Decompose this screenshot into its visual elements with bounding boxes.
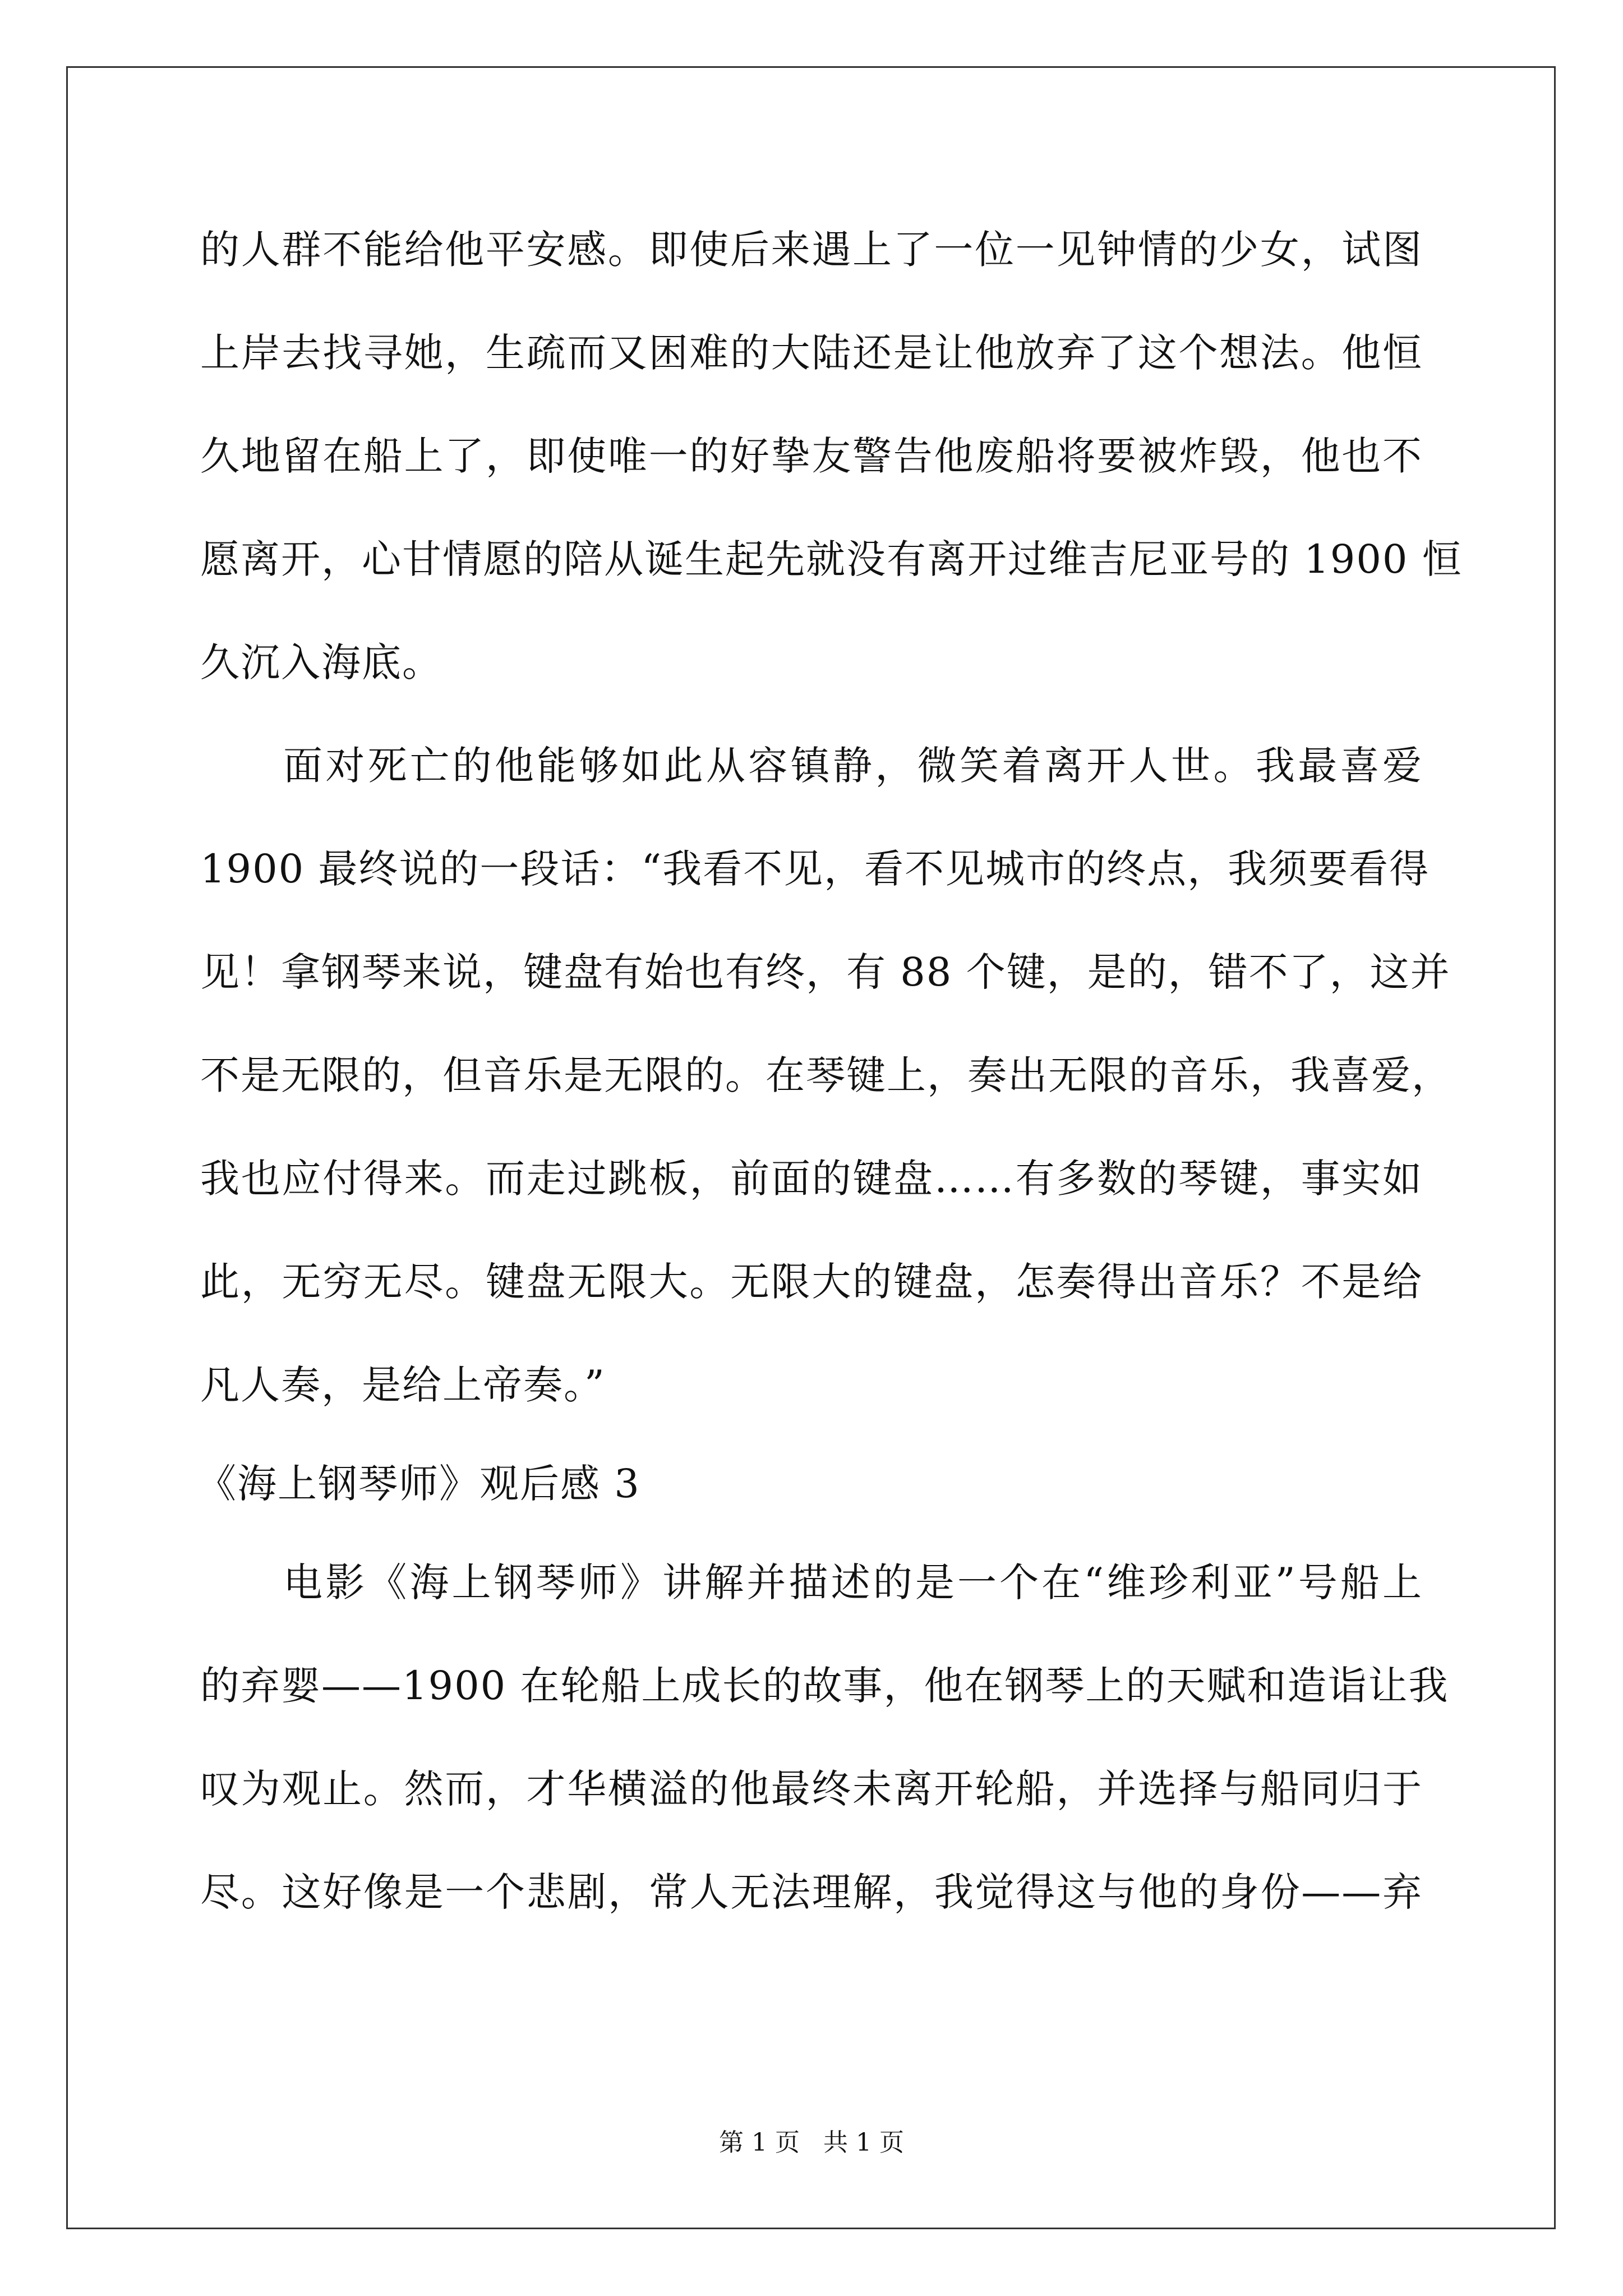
page-footer: 第 1 页 共 1 页 xyxy=(719,2128,904,2157)
paragraph-first-line: 电影《海上钢琴师》讲解并描述的是一个在“维珍利亚”号船上 xyxy=(283,1559,1423,1605)
paragraph-first-line: 面对死亡的他能够如此从容镇静，微笑着离开人世。我最喜爱 xyxy=(283,743,1423,789)
text-line: 此，无穷无尽。键盘无限大。无限大的键盘，怎奏得出音乐？不是给 xyxy=(200,1259,1423,1305)
section-heading: 《海上钢琴师》观后感 3 xyxy=(197,1461,640,1507)
text-line: 愿离开，心甘情愿的陪从诞生起先就没有离开过维吉尼亚号的 1900 恒 xyxy=(200,536,1463,582)
text-line: 尽。这好像是一个悲剧，常人无法理解，我觉得这与他的身份——弃 xyxy=(200,1869,1423,1915)
text-line: 见！拿钢琴来说，键盘有始也有终，有 88 个键，是的，错不了，这并 xyxy=(200,949,1451,995)
text-line: 久沉入海底。 xyxy=(200,639,442,685)
text-line: 不是无限的，但音乐是无限的。在琴键上，奏出无限的音乐，我喜爱， xyxy=(200,1052,1452,1098)
text-line: 的人群不能给他平安感。即使后来遇上了一位一见钟情的少女，试图 xyxy=(200,227,1423,273)
text-line: 我也应付得来。而走过跳板，前面的键盘……有多数的琴键，事实如 xyxy=(200,1156,1423,1202)
text-line: 凡人奏，是给上帝奏。” xyxy=(200,1362,606,1408)
text-line: 久地留在船上了，即使唯一的好挚友警告他废船将要被炸毁，他也不 xyxy=(200,433,1423,479)
text-line: 上岸去找寻她，生疏而又困难的大陆还是让他放弃了这个想法。他恒 xyxy=(200,330,1423,376)
text-line: 的弃婴——1900 在轮船上成长的故事，他在钢琴上的天赋和造诣让我 xyxy=(200,1663,1449,1709)
text-line: 叹为观止。然而，才华横溢的他最终未离开轮船，并选择与船同归于 xyxy=(200,1766,1423,1812)
text-line: 1900 最终说的一段话：“我看不见，看不见城市的终点，我须要看得 xyxy=(200,846,1430,892)
